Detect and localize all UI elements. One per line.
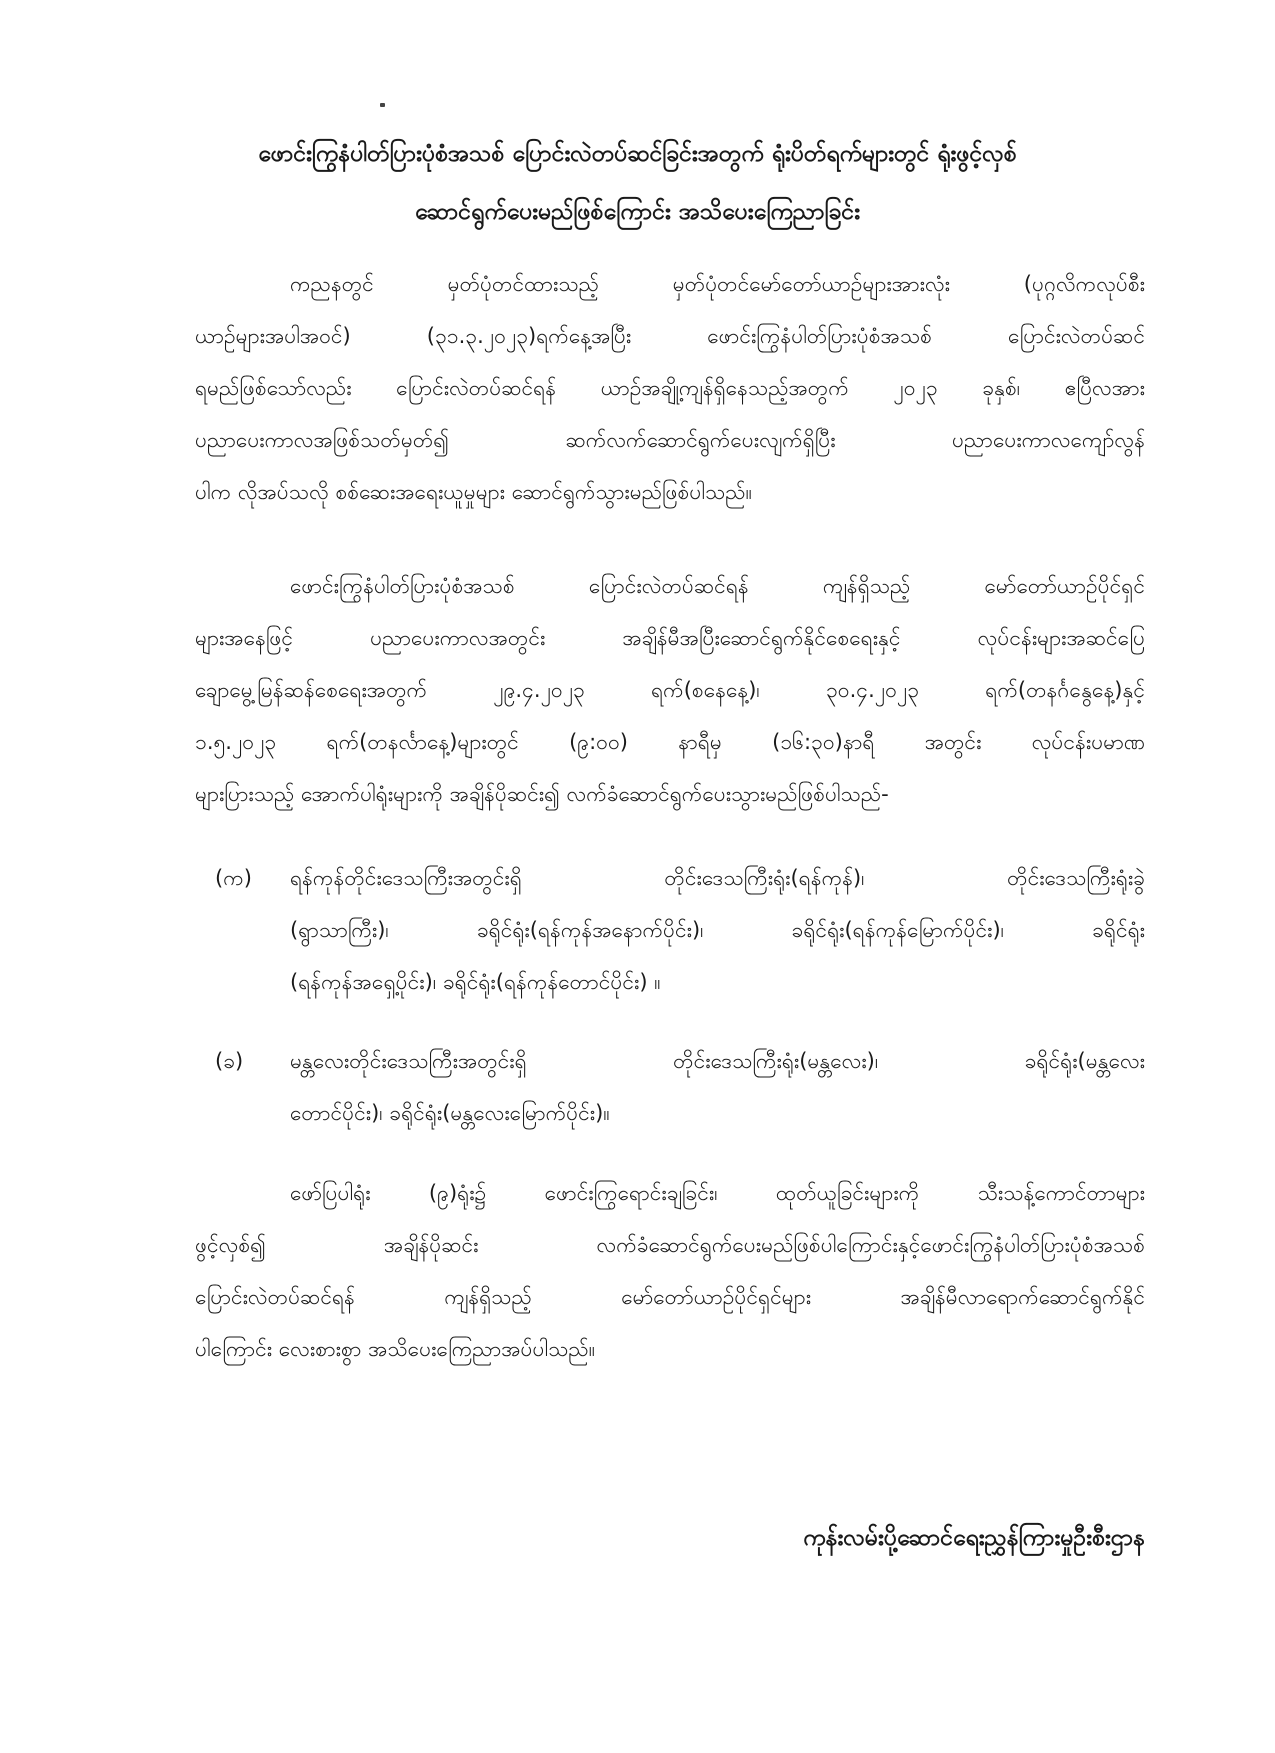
paragraph-2 [195,560,1145,820]
paragraph-1-line: ကညနတွင် မှတ်ပုံတင်ထားသည့် မှတ်ပုံတင်မော်တော်ယာဉ်များအားလုံး (ပုဂ္ဂလိကလုပ်စီး [290,272,1145,296]
list-item-line: တောင်ပိုင်း)၊ ခရိုင်ရုံး(မန္တလေးမြောက်ပိုင်း)။ [290,1101,610,1125]
paragraph-3-line: ဖွင့်လှစ်၍ အချိန်ပိုဆင်း လက်ခံဆောင်ရွက်ပေးမည်ဖြစ်ပါကြောင်းနှင့်ဖောင်းကြွနံပါတ်ပြားပုံစံအသစ် [195,1233,1145,1257]
list-marker: (က) [215,866,252,890]
paragraph-3-line: ပြောင်းလဲတပ်ဆင်ရန် ကျန်ရှိသည့် မော်တော်ယာဉ်ပိုင်ရှင်များ အချိန်မီလာရောက်ဆောင်ရွက်နိုင် [195,1285,1145,1309]
paragraph-3 [195,1167,1145,1375]
paragraph-1-line: ပါက လိုအပ်သလို စစ်ဆေးအရေးယူမှုများ ဆောင်ရွက်သွားမည်ဖြစ်ပါသည်။ [195,480,752,504]
issuing-department-signature: ကုန်းလမ်းပို့ဆောင်ရေးညွှန်ကြားမှုဦးစီးဌာန [803,1525,1145,1551]
paragraph-1-line: ရမည်ဖြစ်သော်လည်း ပြောင်းလဲတပ်ဆင်ရန် ယာဉ်အချို့ကျန်ရှိနေသည့်အတွက် ၂၀၂၃ ခုနှစ်၊ ဧပြီလအား [195,376,1145,400]
list-item-line: ရန်ကုန်တိုင်းဒေသကြီးအတွင်းရှိ တိုင်းဒေသကြီးရုံး(ရန်ကုန်)၊ တိုင်းဒေသကြီးရုံးခွဲ [290,866,1145,890]
list-marker: (ခ) [215,1049,244,1073]
scan-mark [380,103,385,107]
paragraph-1 [195,258,1145,518]
paragraph-1-line: ပညာပေးကာလအဖြစ်သတ်မှတ်၍ ဆက်လက်ဆောင်ရွက်ပေးလျက်ရှိပြီး ပညာပေးကာလကျော်လွန် [195,428,1145,452]
document-title-line-2: ဆောင်ရွက်ပေးမည်ဖြစ်ကြောင်း အသိပေးကြေညာခြင်း [414,199,861,225]
paragraph-2-line: များပြားသည့် အောက်ပါရုံးများကို အချိန်ပိုဆင်း၍ လက်ခံဆောင်ရွက်ပေးသွားမည်ဖြစ်ပါသည်- [195,782,889,806]
paragraph-2-line: ဖောင်းကြွနံပါတ်ပြားပုံစံအသစ် ပြောင်းလဲတပ်ဆင်ရန် ကျန်ရှိသည့် မော်တော်ယာဉ်ပိုင်ရှင် [290,574,1145,598]
paragraph-3-line: ပါကြောင်း လေးစားစွာ အသိပေးကြေညာအပ်ပါသည်။ [195,1337,596,1361]
paragraph-2-line: ၁.၅.၂၀၂၃ ရက်(တနင်္လာနေ့)များတွင် (၉:၀၀) နာရီမှ (၁၆:၃၀)နာရီ အတွင်း လုပ်ငန်းပမာဏ [195,730,1145,754]
paragraph-2-line: များအနေဖြင့် ပညာပေးကာလအတွင်း အချိန်မီအပြီးဆောင်ရွက်နိုင်စေရေးနှင့် လုပ်ငန်းများအဆင်ပြေ [195,626,1145,650]
paragraph-3-line: ဖော်ပြပါရုံး (၉)ရုံး၌ ဖောင်းကြွရောင်းချခြင်း၊ ထုတ်ယူခြင်းများကို သီးသန့်ကောင်တာများ [290,1181,1145,1205]
paragraph-2-line: ချောမွေ့မြန်ဆန်စေရေးအတွက် ၂၉.၄.၂၀၂၃ ရက်(စနေနေ့)၊ ၃၀.၄.၂၀၂၃ ရက်(တနင်္ဂနွေနေ့)နှင့် [195,678,1145,702]
document-title-line-1: ဖောင်းကြွနံပါတ်ပြားပုံစံအသစ် ပြောင်းလဲတပ်ဆင်ခြင်းအတွက် ရုံးပိတ်ရက်များတွင် ရုံးဖွင့်လှစ် [258,141,1017,167]
list-item-body [290,852,1145,1008]
list-item-line: မန္တလေးတိုင်းဒေသကြီးအတွင်းရှိ တိုင်းဒေသကြီးရုံး(မန္တလေး)၊ ခရိုင်ရုံး(မန္တလေး [290,1049,1145,1073]
list-item-line: (ရွာသာကြီး)၊ ခရိုင်ရုံး(ရန်ကုန်အနောက်ပိုင်း)၊ ခရိုင်ရုံး(ရန်ကုန်မြောက်ပိုင်း)၊ ခရိုင်ရုံး [290,918,1145,942]
list-item-body [290,1035,1145,1139]
list-item-line: (ရန်ကုန်အရှေ့ပိုင်း)၊ ခရိုင်ရုံး(ရန်ကုန်တောင်ပိုင်း) ။ [290,970,661,994]
paragraph-1-line: ယာဉ်များအပါအဝင်) (၃၁.၃.၂၀၂၃)ရက်နေ့အပြီး ဖောင်းကြွနံပါတ်ပြားပုံစံအသစ် ပြောင်းလဲတပ်ဆင် [195,324,1145,348]
